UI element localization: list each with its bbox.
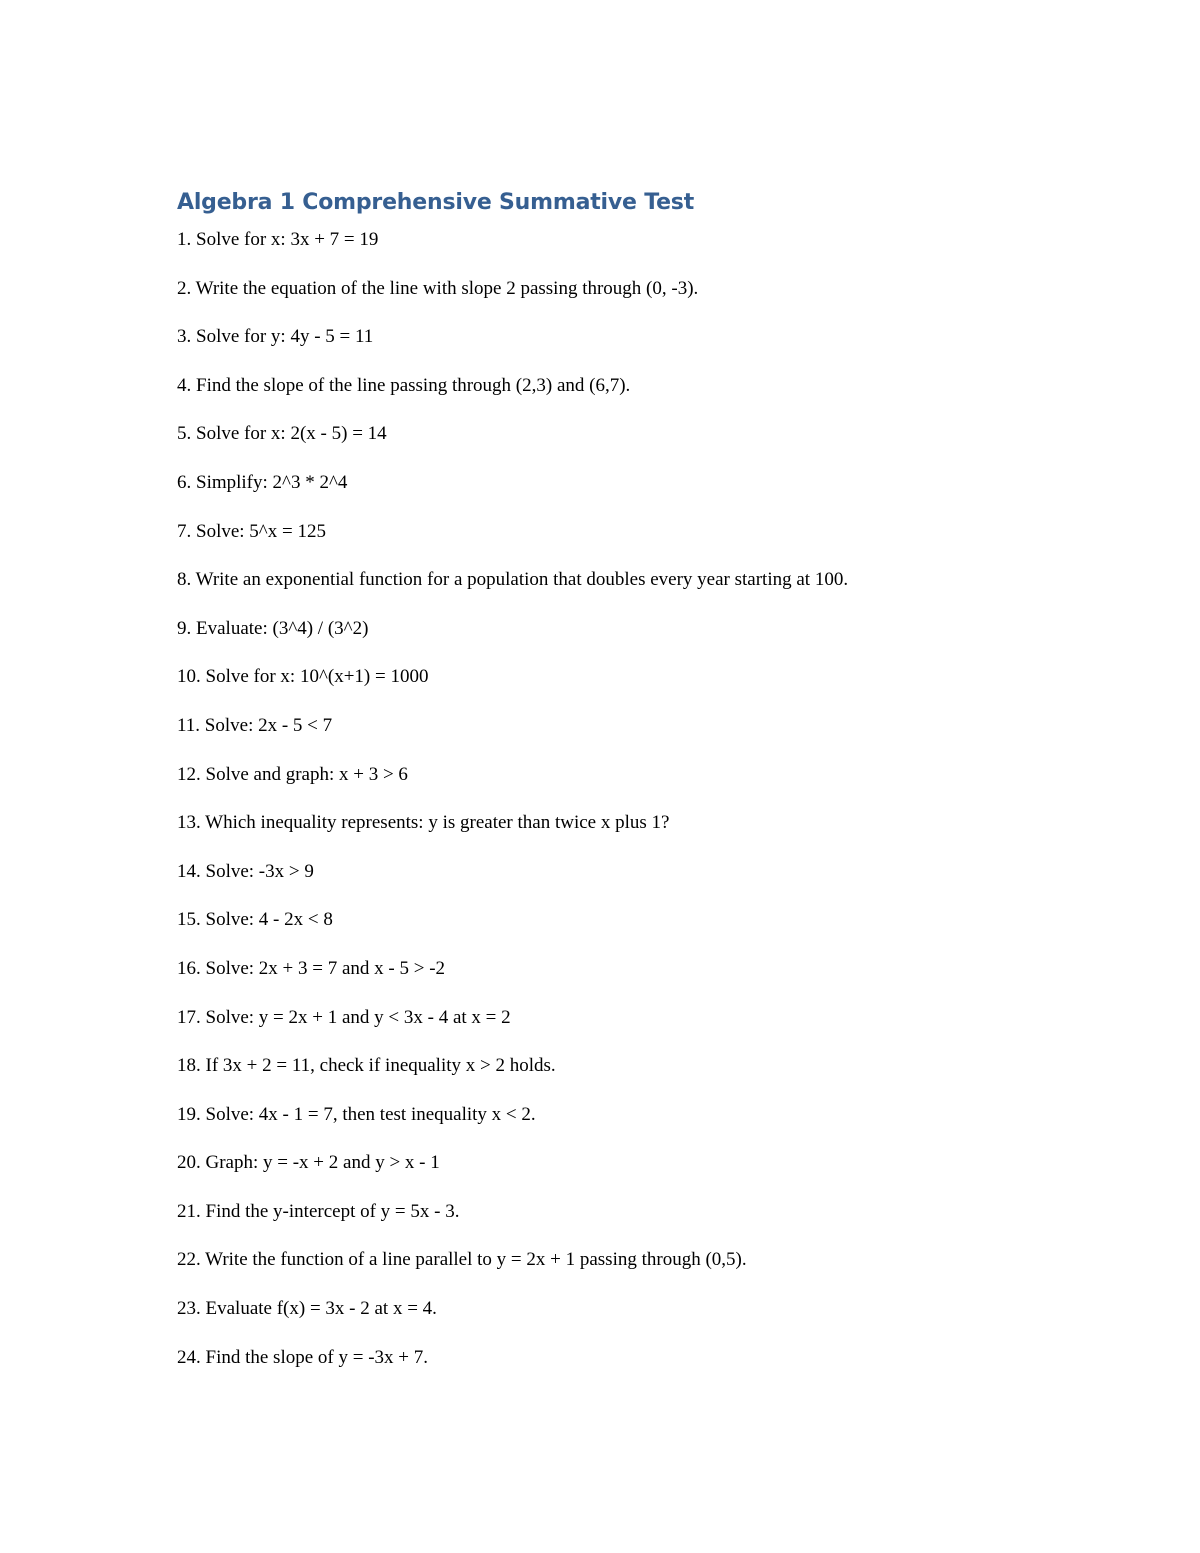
- question-item: 12. Solve and graph: x + 3 > 6: [177, 763, 408, 785]
- question-item: 6. Simplify: 2^3 * 2^4: [177, 471, 348, 493]
- question-list: [177, 226, 848, 1392]
- question-item: 5. Solve for x: 2(x - 5) = 14: [177, 423, 387, 445]
- question-item: 19. Solve: 4x - 1 = 7, then test inequality x < 2.: [177, 1103, 536, 1125]
- question-item: 9. Evaluate: (3^4) / (3^2): [177, 617, 369, 639]
- question-item: 14. Solve: -3x > 9: [177, 860, 314, 882]
- question-item: 11. Solve: 2x - 5 < 7: [177, 714, 333, 736]
- question-item: 3. Solve for y: 4y - 5 = 11: [177, 326, 374, 348]
- question-item: 1. Solve for x: 3x + 7 = 19: [177, 229, 379, 250]
- question-item: 7. Solve: 5^x = 125: [177, 520, 326, 542]
- question-item: 23. Evaluate f(x) = 3x - 2 at x = 4.: [177, 1298, 437, 1320]
- question-item: 17. Solve: y = 2x + 1 and y < 3x - 4 at x = 2: [177, 1006, 511, 1028]
- question-item: 10. Solve for x: 10^(x+1) = 1000: [177, 666, 429, 688]
- question-item: 2. Write the equation of the line with slope 2 passing through (0, -3).: [177, 277, 699, 299]
- question-item: 13. Which inequality represents: y is greater than twice x plus 1?: [177, 812, 670, 834]
- question-item: 4. Find the slope of the line passing through (2,3) and (6,7).: [177, 374, 631, 396]
- document-title: Algebra 1 Comprehensive Summative Test: [177, 190, 695, 215]
- question-item: 21. Find the y-intercept of y = 5x - 3.: [177, 1200, 460, 1222]
- question-item: 16. Solve: 2x + 3 = 7 and x - 5 > -2: [177, 957, 446, 979]
- question-item: 18. If 3x + 2 = 11, check if inequality x > 2 holds.: [177, 1055, 556, 1077]
- question-item: 24. Find the slope of y = -3x + 7.: [177, 1346, 428, 1368]
- question-item: 15. Solve: 4 - 2x < 8: [177, 909, 333, 931]
- question-item: 8. Write an exponential function for a population that doubles every year starting at 100.: [177, 569, 849, 591]
- question-item: 22. Write the function of a line parallel to y = 2x + 1 passing through (0,5).: [177, 1249, 747, 1271]
- question-item: 20. Graph: y = -x + 2 and y > x - 1: [177, 1152, 440, 1174]
